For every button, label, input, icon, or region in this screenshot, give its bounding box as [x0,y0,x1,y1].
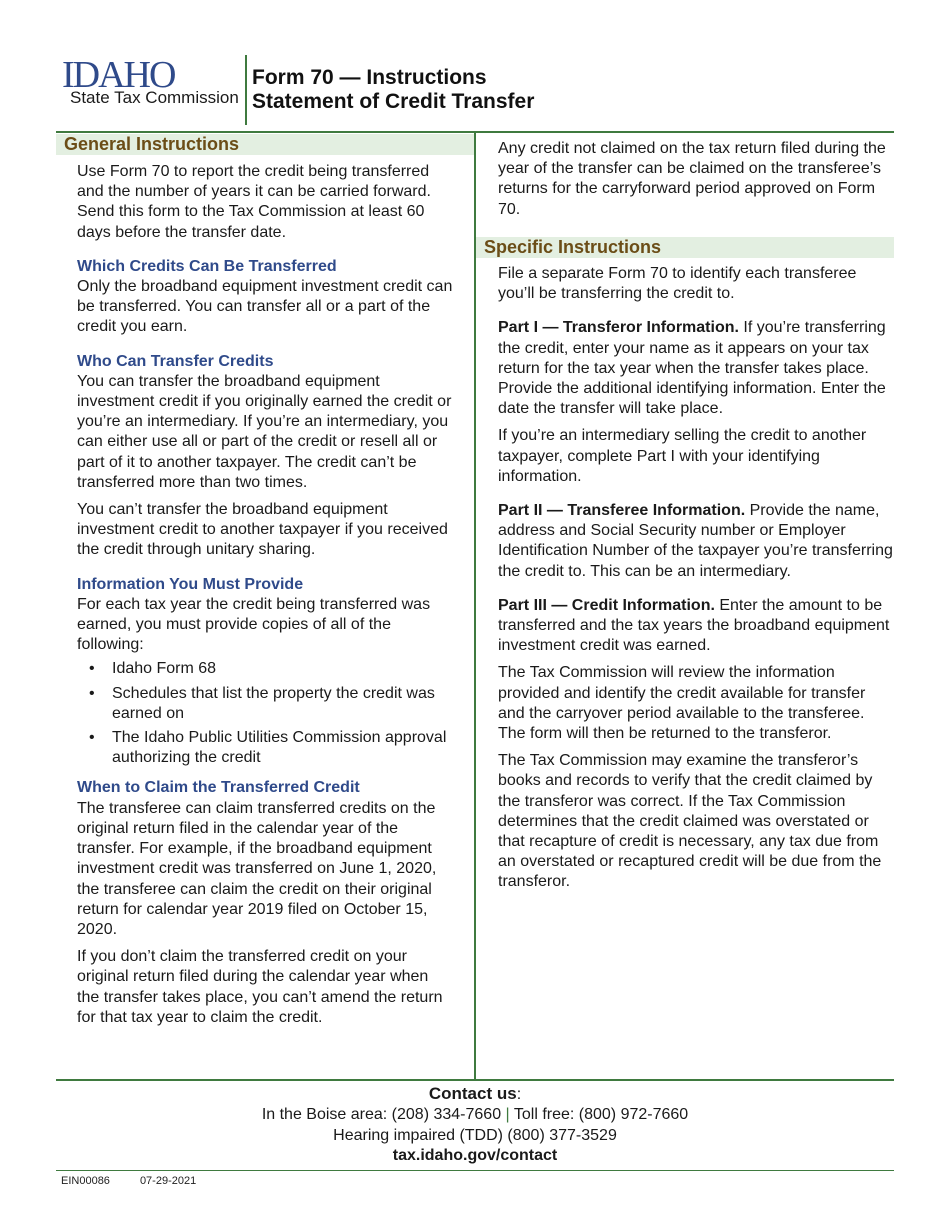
general-instructions-heading: General Instructions [56,134,474,155]
contact-heading: Contact us [428,1084,517,1103]
list-item-text: The Idaho Public Utilities Commission approval authorizing the credit [112,729,447,767]
tdd-phone: Hearing impaired (TDD) (800) 377-3529 [333,1126,617,1144]
list-item-text: Idaho Form 68 [112,660,217,678]
part3-text: Enter the amount to be transferred and the tax years the broadband equipment investment credit was earned. [498,596,890,655]
idaho-logo [62,56,240,112]
which-credits-heading: Which Credits Can Be Transferred [77,257,337,275]
list-item: • The Idaho Public Utilities Commission approval authorizing the credit [89,729,447,767]
page-title [252,66,534,114]
contact-url-link[interactable]: tax.idaho.gov/contact [392,1147,558,1165]
part3-paragraph [498,596,894,657]
part2-text: Provide the name, address and Social Security number or Employer Identification Number of the taxpayer you’re transferring the credit to. This can be an intermediary. [498,502,893,580]
required-documents-list [77,659,453,768]
part1-intermediary-text: If you’re an intermediary selling the credit to another taxpayer, complete Part I with your identifying information. [498,427,867,485]
phone-separator: | [505,1106,510,1124]
column-divider [474,131,476,1081]
boise-phone: In the Boise area: (208) 334-7660 [261,1106,502,1124]
phone-line [56,1105,894,1125]
form-code: EIN00086 [61,1175,110,1187]
logo-subtitle: State Tax Commission [70,88,239,107]
title-line-2: Statement of Credit Transfer [252,90,535,113]
logo-wordmark: IDAHO [62,54,175,96]
list-item-text: Schedules that list the property the credit was earned on [112,684,435,722]
carryforward-block [498,139,894,227]
title-line-1: Form 70 — Instructions [252,66,487,89]
which-credits-text: Only the broadband equipment investment credit can be transferred. You can transfer all or a part of the credit you earn. [77,278,453,336]
part1-label: Part I — Transferor Information. [498,319,739,337]
part3-label: Part III — Credit Information. [498,596,715,614]
examination-text: The Tax Commission may examine the transferor’s books and records to verify that the credit claimed by the transferor was correct. If the Tax Commission determines that the credit claimed was overstated or that recapture of credit is necessary, any tax due from an overstated or recaptured credit will be due from the transferor. [498,752,882,891]
review-text: The Tax Commission will review the information provided and identify the credit available for transfer and the carryover period available to the transferee. The form will then be returned to the transferor. [498,664,866,743]
who-can-transfer-text-2: You can’t transfer the broadband equipment investment credit to another taxpayer if you received the credit through unitary sharing. [77,501,448,559]
specific-intro: File a separate Form 70 to identify each transferee you’ll be transferring the credit to. [498,265,857,303]
information-heading: Information You Must Provide [77,575,304,593]
contact-block [56,1084,894,1167]
left-column [77,162,453,1035]
bottom-divider [56,1079,894,1081]
carryforward-text: Any credit not claimed on the tax return filed during the year of the transfer can be claimed on the transferee’s returns for the carryforward period approved on Form 70. [498,140,886,218]
tollfree-phone: Toll free: (800) 972-7660 [513,1106,689,1124]
when-to-claim-heading: When to Claim the Transferred Credit [77,779,360,797]
who-can-transfer-text-1: You can transfer the broadband equipment investment credit if you originally earned the credit or you’re an intermediary. If you’re an intermediary, you can either use all or part of the credit or resell all or part of it to another taxpayer. The credit can’t be transferred more than two times. [77,372,452,491]
footer-divider [56,1170,894,1171]
intro-paragraph: Use Form 70 to report the credit being transferred and the number of years it can be carried forward. Send this form to the Tax Commission at least 60 days before the transfer date. [77,163,431,241]
part1-paragraph [498,318,894,419]
form-identifier [61,1175,196,1187]
specific-instructions-heading: Specific Instructions [476,237,894,258]
part2-label: Part II — Transferee Information. [498,502,746,520]
form-date: 07-29-2021 [139,1175,197,1187]
information-text: For each tax year the credit being transferred was earned, you must provide copies of all of the following: [77,595,431,654]
right-column [498,264,894,900]
header-divider [245,55,247,125]
part2-paragraph [498,501,894,582]
list-item: • Idaho Form 68 [89,660,217,678]
contact-colon: : [516,1086,522,1103]
when-to-claim-text-1: The transferee can claim transferred credits on the original return filed in the calendar year of the transfer. For example, if the broadband equipment investment credit was transferred on June 1, 2020, the transferee can claim the credit on their original return for calendar year 2019 filed on October 15, 2020. [77,799,437,938]
when-to-claim-text-2: If you don’t claim the transferred credit on your original return filed during the calendar year when the transfer takes place, you can’t amend the return for that tax year to claim the credit. [77,948,443,1026]
part1-text: If you’re transferring the credit, enter your name as it appears on your tax return for the tax year when the transfer takes place. Provide the additional identifying information. Enter the date the transfer will take place. [498,319,886,418]
list-item: • Schedules that list the property the credit was earned on [89,684,435,722]
who-can-transfer-heading: Who Can Transfer Credits [77,352,274,370]
